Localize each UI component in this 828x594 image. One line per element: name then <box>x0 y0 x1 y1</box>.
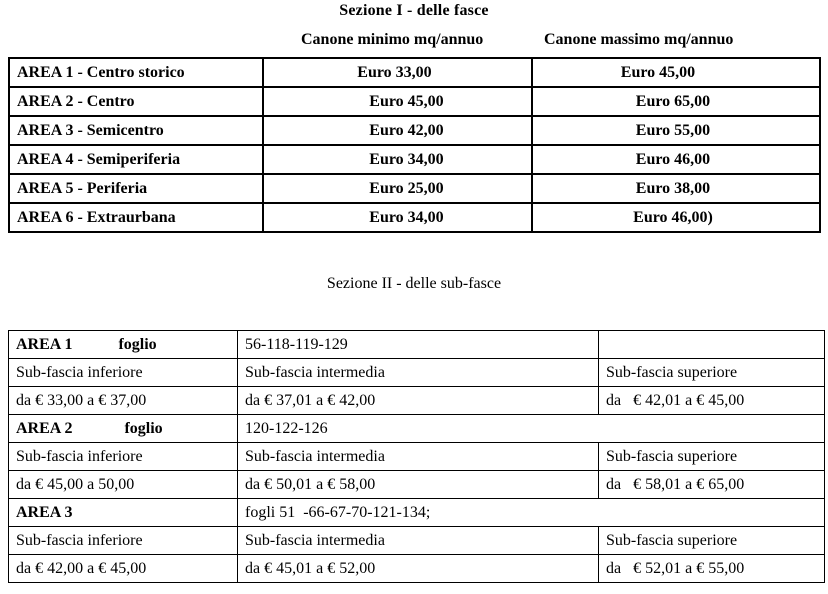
subfascia-inferiore-header: Sub-fascia inferiore <box>9 527 238 555</box>
canone-min: Euro 25,00 <box>263 174 532 203</box>
area-header-row <box>9 331 825 359</box>
area-name: AREA 5 - Periferia <box>9 174 263 203</box>
subfascia-inferiore-range: da € 45,00 a 50,00 <box>9 471 238 499</box>
area-label: AREA 2 <box>16 419 73 437</box>
fasce-row <box>9 203 820 232</box>
subfascia-range-row <box>9 555 825 583</box>
canone-min: Euro 34,00 <box>263 145 532 174</box>
canone-min: Euro 34,00 <box>263 203 532 232</box>
area-header-row <box>9 499 825 527</box>
subfascia-inferiore-range: da € 42,00 a € 45,00 <box>9 555 238 583</box>
fasce-row <box>9 116 820 145</box>
subfascia-intermedia-header: Sub-fascia intermedia <box>238 527 599 555</box>
subfascia-intermedia-range: da € 50,01 a € 58,00 <box>238 471 599 499</box>
area-name: AREA 4 - Semiperiferia <box>9 145 263 174</box>
area-label: AREA 3 <box>9 499 238 527</box>
area-name: AREA 1 - Centro storico <box>9 58 263 87</box>
area-label: AREA 1 <box>16 335 73 353</box>
fasce-row <box>9 145 820 174</box>
subfascia-intermedia-range: da € 37,01 a € 42,00 <box>238 387 599 415</box>
area-label-cell <box>9 415 238 443</box>
subfascia-superiore-header: Sub-fascia superiore <box>599 443 825 471</box>
subfascia-inferiore-header: Sub-fascia inferiore <box>9 359 238 387</box>
foglio-label: foglio <box>124 419 163 437</box>
canone-min: Euro 33,00 <box>263 58 532 87</box>
subfascia-superiore-header: Sub-fascia superiore <box>599 359 825 387</box>
fogli-list: 56-118-119-129 <box>238 331 599 359</box>
subfascia-header-row <box>9 359 825 387</box>
fasce-row <box>9 87 820 116</box>
subfascia-superiore-range: da € 58,01 a € 65,00 <box>599 471 825 499</box>
subfascia-header-row <box>9 527 825 555</box>
subfascia-superiore-range: da € 52,01 a € 55,00 <box>599 555 825 583</box>
fasce-table <box>8 57 821 233</box>
column-header-max: Canone massimo mq/annuo <box>544 31 734 48</box>
subfascia-superiore-range: da € 42,01 a € 45,00 <box>599 387 825 415</box>
empty-cell <box>599 331 825 359</box>
canone-max: Euro 45,00 <box>532 58 820 87</box>
canone-min: Euro 42,00 <box>263 116 532 145</box>
fogli-list: fogli 51 -66-67-70-121-134; <box>238 499 825 527</box>
canone-max: Euro 46,00 <box>532 145 820 174</box>
subfascia-intermedia-range: da € 45,01 a € 52,00 <box>238 555 599 583</box>
subfascia-inferiore-header: Sub-fascia inferiore <box>9 443 238 471</box>
canone-max: Euro 65,00 <box>532 87 820 116</box>
fasce-row <box>9 174 820 203</box>
canone-max: Euro 38,00 <box>532 174 820 203</box>
subfascia-intermedia-header: Sub-fascia intermedia <box>238 443 599 471</box>
area-header-row <box>9 415 825 443</box>
subfascia-header-row <box>9 443 825 471</box>
subfasce-table <box>8 330 825 583</box>
foglio-label: foglio <box>118 335 157 353</box>
canone-max: Euro 46,00) <box>532 203 820 232</box>
section2-title: Sezione II - delle sub-fasce <box>326 275 502 292</box>
fasce-row <box>9 58 820 87</box>
area-name: AREA 6 - Extraurbana <box>9 203 263 232</box>
area-name: AREA 3 - Semicentro <box>9 116 263 145</box>
subfascia-range-row <box>9 387 825 415</box>
column-header-min: Canone minimo mq/annuo <box>301 31 484 48</box>
subfascia-range-row <box>9 471 825 499</box>
area-name: AREA 2 - Centro <box>9 87 263 116</box>
canone-min: Euro 45,00 <box>263 87 532 116</box>
subfascia-inferiore-range: da € 33,00 a € 37,00 <box>9 387 238 415</box>
subfascia-intermedia-header: Sub-fascia intermedia <box>238 359 599 387</box>
section1-title: Sezione I - delle fasce <box>339 2 489 19</box>
canone-max: Euro 55,00 <box>532 116 820 145</box>
area-label-cell <box>9 331 238 359</box>
subfascia-superiore-header: Sub-fascia superiore <box>599 527 825 555</box>
fogli-list: 120-122-126 <box>238 415 825 443</box>
